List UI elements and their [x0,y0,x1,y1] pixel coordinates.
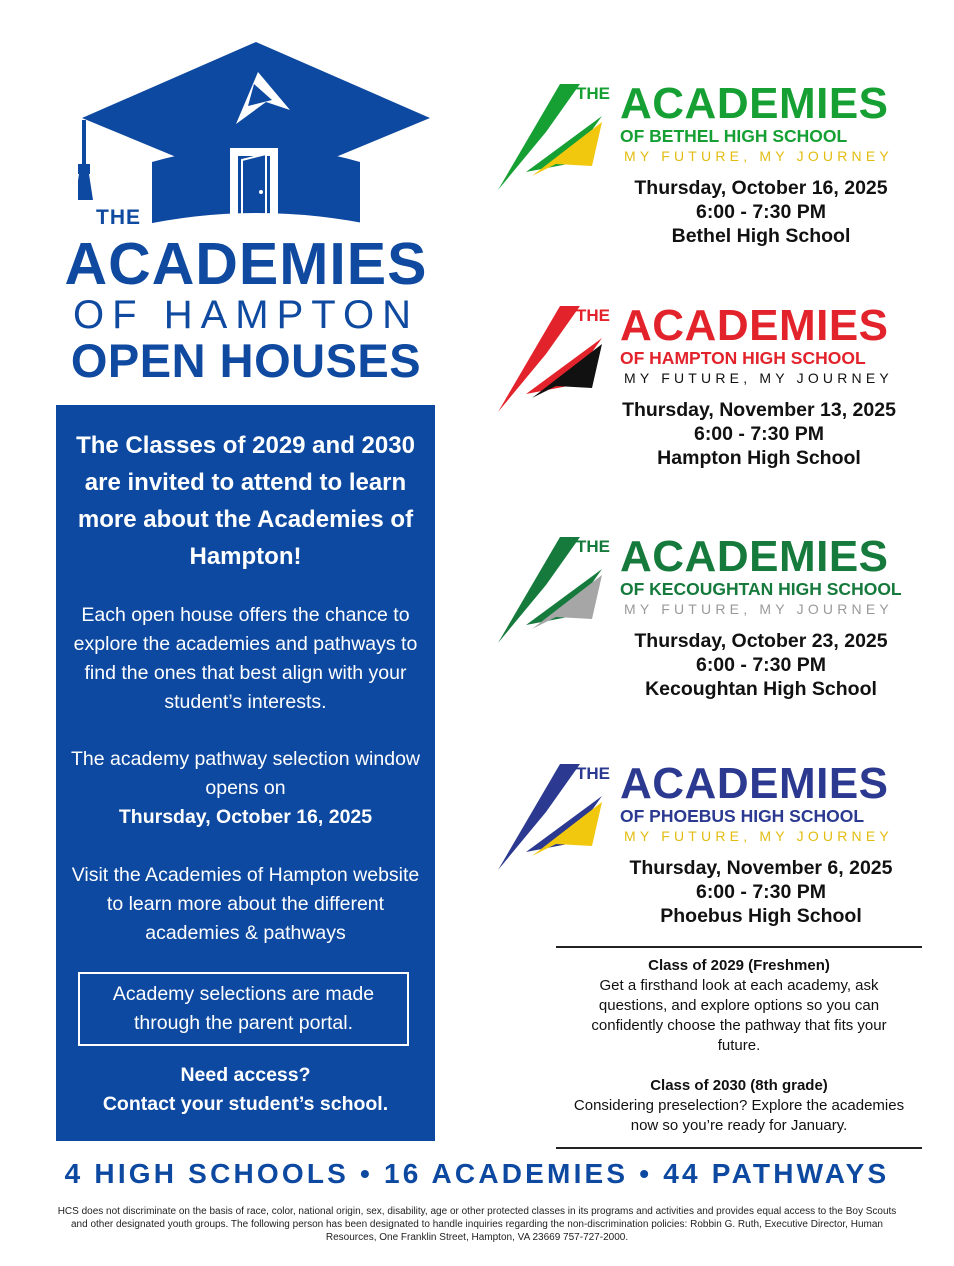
selection-window-date: Thursday, October 16, 2025 [118,806,373,828]
bethel-school: Bethel High School [671,225,851,247]
phoebus-subtitle: OF PHOEBUS HIGH SCHOOL [620,806,865,826]
phoebus-academies: ACADEMIES [620,759,889,808]
bethel-subtitle: OF BETHEL HIGH SCHOOL [620,126,848,146]
bethel-date: Thursday, October 16, 2025 [634,177,888,199]
hero-academies-title: ACADEMIES [64,231,428,297]
bethel-date-block [596,176,926,248]
notes-top-divider [556,946,922,948]
hampton-date-block [596,398,922,470]
hampton-academies: ACADEMIES [620,301,889,350]
bethel-tagline: MY FUTURE, MY JOURNEY [624,148,893,164]
panel-paragraph-open-house: Each open house offers the chance to explore the academies and pathways to find the ones that best align with your student’s interests. [73,604,418,713]
bethel-academies: ACADEMIES [620,79,889,128]
hero-open-houses: OPEN HOUSES [70,334,422,387]
hero-of-hampton: OF HAMPTON [73,293,419,337]
bethel-time: 6:00 - 7:30 PM [695,201,827,223]
class-2029-text: Get a firsthand look at each academy, ask questions, and explore options so you can confidently choose the pathway that fits your future. [591,977,887,1054]
parent-portal-box [78,972,409,1046]
hampton-school: Hampton High School [657,447,861,469]
class-notes [556,956,922,1136]
event-kecoughtan [496,533,926,713]
phoebus-time: 6:00 - 7:30 PM [695,881,827,903]
phoebus-the: THE [576,764,610,783]
hampton-date: Thursday, November 13, 2025 [622,399,896,421]
kecoughtan-school: Kecoughtan High School [645,678,877,700]
kecoughtan-tagline: MY FUTURE, MY JOURNEY [624,601,893,617]
hero-the-label: THE [96,206,141,229]
need-access-contact: Contact your student’s school. [102,1093,389,1115]
graduation-cap-door-icon [78,40,434,230]
panel-paragraph-selection-window [66,745,425,832]
non-discrimination-notice: HCS does not discriminate on the basis of race, color, national origin, sex, disability, age or other protected classes in its programs and activities and provides equal access to the Boy Scouts and other designated youth groups. The following person has been designated to handle inquiries regarding the non-discrimination policies: Robbin G. Ruth, Executive Director, Human Resources, One Franklin Street, Hampton, VA 23669 757-727-2000. [57,1206,897,1243]
selection-window-text: The academy pathway selection window opens on [70,748,421,799]
event-hampton [496,302,926,482]
hampton-the: THE [576,306,610,325]
notes-bottom-divider [556,1147,922,1149]
parent-portal-text: Academy selections are made through the parent portal. [112,983,375,1034]
bethel-the: THE [576,84,610,103]
event-phoebus [496,760,926,940]
class-2030-text: Considering preselection? Explore the academies now so you’re ready for January. [573,1097,905,1134]
hampton-subtitle: OF HAMPTON HIGH SCHOOL [620,348,866,368]
class-2029-heading: Class of 2029 (Freshmen) [648,957,830,974]
phoebus-date: Thursday, November 6, 2025 [629,857,893,879]
info-panel [56,405,435,1141]
hampton-tagline: MY FUTURE, MY JOURNEY [624,370,893,386]
kecoughtan-date-block [596,629,926,701]
footer-stats-banner: 4 HIGH SCHOOLS • 16 ACADEMIES • 44 PATHWAYS [64,1158,890,1189]
panel-headline: The Classes of 2029 and 2030 are invited to attend to learn more about the Academies of Hampton! [76,432,415,570]
kecoughtan-academies: ACADEMIES [620,532,889,581]
kecoughtan-the: THE [576,537,610,556]
phoebus-school: Phoebus High School [660,905,862,927]
need-access [66,1061,425,1119]
kecoughtan-date: Thursday, October 23, 2025 [634,630,888,652]
phoebus-date-block [596,856,926,928]
kecoughtan-time: 6:00 - 7:30 PM [695,654,827,676]
hampton-time: 6:00 - 7:30 PM [693,423,825,445]
kecoughtan-subtitle: OF KECOUGHTAN HIGH SCHOOL [620,579,902,599]
class-2030-heading: Class of 2030 (8th grade) [650,1077,828,1094]
panel-paragraph-website: Visit the Academies of Hampton website to learn more about the different academies & pathways [71,864,420,944]
phoebus-tagline: MY FUTURE, MY JOURNEY [624,828,893,844]
event-bethel [496,80,926,260]
need-access-question: Need access? [180,1064,311,1086]
